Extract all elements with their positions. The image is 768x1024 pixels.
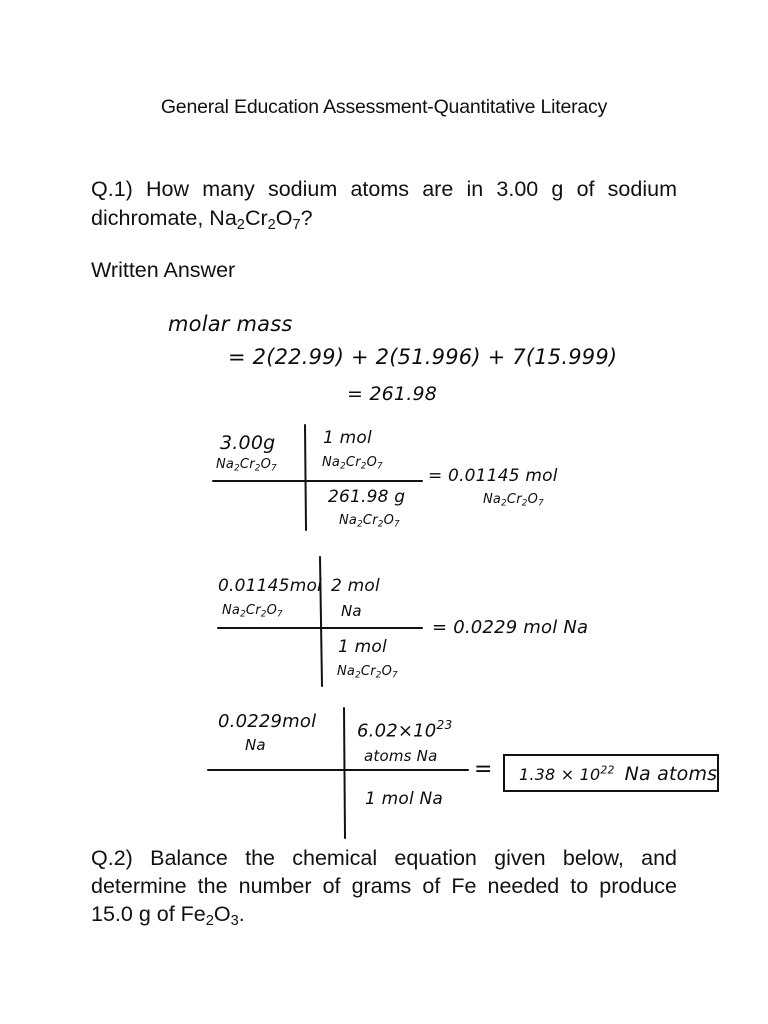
step3-given-unit: Na <box>245 736 266 754</box>
question-2-line-3: 15.0 g of $Fe_2O_3$. <box>91 902 245 930</box>
step3-given: 0.0229mol <box>218 711 317 732</box>
step1-result-formula: $Na_2Cr_2O_7$ <box>483 492 544 509</box>
step2-factor-numerator: 2 mol <box>331 576 380 596</box>
step1-given: 3.00g <box>220 432 276 454</box>
step3-factor-denominator: 1 mol Na <box>365 789 444 809</box>
final-answer <box>519 763 717 785</box>
step3-factor-numerator-base: 6.02×10 <box>357 720 437 742</box>
final-answer-exponent: 22 <box>600 763 615 777</box>
step1-factor-numerator: 1 mol <box>323 428 372 448</box>
molar-mass-result: = 261.98 <box>347 383 438 405</box>
molar-mass-label: molar mass <box>168 312 293 336</box>
question-1-line-1: Q.1) How many sodium atoms are in 3.00 g of sodium <box>91 177 677 201</box>
molar-mass-expression: = 2(22.99) + 2(51.996) + 7(15.999) <box>228 345 618 369</box>
step1-factor-numerator-formula: $Na_2Cr_2O_7$ <box>322 455 383 472</box>
final-answer-mantissa: 1.38 × 10 <box>519 765 601 784</box>
question-2-text-suffix: . <box>238 902 245 926</box>
written-answer-label: Written Answer <box>91 258 236 282</box>
question-1-text-prefix: dichromate, Na <box>91 206 237 230</box>
step1-result: = 0.01145 mol <box>428 466 558 486</box>
step3-equals: = <box>474 757 493 782</box>
step1-factor-denominator-formula: $Na_2Cr_2O_7$ <box>339 513 400 530</box>
final-answer-unit: Na atoms <box>624 763 718 785</box>
step2-given: 0.01145mol <box>218 576 322 596</box>
step3-factor-numerator-exponent: 23 <box>436 718 453 732</box>
step3-factor-numerator <box>357 718 452 741</box>
question-2-line-2: determine the number of grams of Fe needed to produce <box>91 874 677 898</box>
question-2-text-prefix: 15.0 g of Fe <box>91 902 206 926</box>
step2-given-formula: $Na_2Cr_2O_7$ <box>222 603 283 620</box>
question-1-text-suffix: ? <box>300 206 313 230</box>
step3-factor-numerator-unit: atoms Na <box>364 747 438 765</box>
step1-given-formula: $Na_2Cr_2O_7$ <box>216 457 277 474</box>
step2-result: = 0.0229 mol Na <box>432 617 589 638</box>
step2-factor-numerator-unit: Na <box>341 602 362 620</box>
page-title: General Education Assessment-Quantitative Literacy <box>160 96 608 118</box>
question-2-line-1: Q.2) Balance the chemical equation given below, and <box>91 846 677 870</box>
step1-factor-denominator: 261.98 g <box>328 487 406 507</box>
question-1-line-2: dichromate, $Na_2Cr_2O_7$? <box>91 206 313 234</box>
step2-factor-denominator: 1 mol <box>338 637 387 657</box>
step2-factor-denominator-formula: $Na_2Cr_2O_7$ <box>337 664 398 681</box>
